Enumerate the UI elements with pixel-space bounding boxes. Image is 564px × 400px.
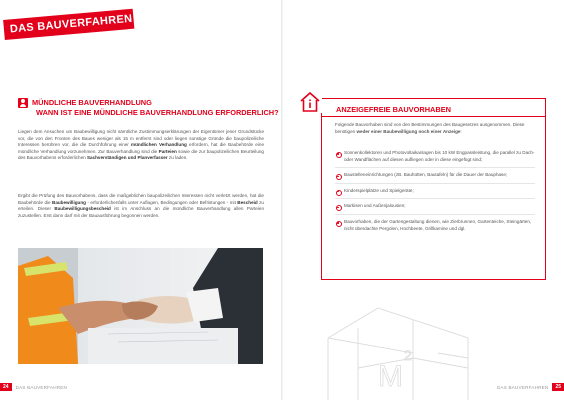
info-box-divider (321, 116, 546, 117)
page-number-left: 24 (0, 383, 12, 391)
house-info-icon (298, 91, 322, 113)
paragraph-bescheid: Ergibt die Prüfung des Bauvorhabens, dass die maßgeblichen baupolizeilichen Interessen nicht verletzt werden, hat die Baubehörde die Baubewilligung - erforderlichenfalls unter Auflagen, Bedingungen oder Befristungen - mit Bescheid zu erteilen. Dieser Baubewilligungsbescheid ist im Anschluss an die mündliche Bauverhandlung allen Parteien zuzustellen. Erst dann darf mit der Bauausführung begonnen werden. (18, 193, 264, 218)
page-number-right: 25 (552, 383, 564, 391)
floor-plan-illustration (318, 298, 478, 400)
footer-label-right: DAS BAUVERFAHREN (496, 384, 549, 390)
list-item: Baustelleneinrichtungen (zB. Bauhütten, Bautafeln) für die Dauer der Bauphase; (335, 172, 535, 184)
plan-label: M (378, 360, 403, 393)
footer-left (0, 383, 67, 391)
heading-title: MÜNDLICHE BAUVERHANDLUNG (32, 98, 152, 107)
footer-right (497, 383, 564, 391)
heading-subtitle: WANN IST EINE MÜNDLICHE BAUVERHANDLUNG ERFORDERLICH? (36, 108, 279, 117)
list-item: Bauvorhaben, die der Gartengestaltung dienen, wie Zierbrunnen, Gartenteiche, Steingärten, nicht überdachte Pergolen, Hochbeete, Grillkamine und dgl. (335, 219, 535, 236)
plan-exponent: 2 (404, 347, 412, 363)
paragraph-verhandlung: Liegen dem Ansuchen um Baubewilligung nicht sämtliche Zustimmungserklärungen der Eigentümer jener Grundstücke vor, die von den Fronten des Baues weniger als 15 m entfernt sind oder liegen sonstige Gründe die baupolizeiliche Interessen berühren vor, die die Durchführung einer mündlichen Verhandlung erfordern, hat die Baubehörde eine mündliche Verhandlung vorzunehmen. Zur Bauverhandlung sind die Parteien sowie die zur baupolizeilichen Beurteilung des Bauvorhabens erforderlichen Sachverständigen und Planverfasser zu laden. (18, 129, 264, 161)
person-icon (18, 98, 28, 108)
exempt-projects-list (335, 150, 535, 240)
handshake-photo (18, 248, 263, 364)
info-intro: Folgende Bauvorhaben sind von den Bestimmungen des Baugesetzes ausgenommen. Diese benötigen weder einer Baubewilligung noch einer Anzeige: (335, 122, 525, 134)
footer-label-left: DAS BAUVERFAHREN (15, 384, 68, 390)
page-gutter (281, 0, 283, 400)
section-title-banner: DAS BAUVERFAHREN (3, 9, 134, 40)
list-item: Markisen und Außenjalousien; (335, 203, 535, 215)
info-box-title: ANZEIGEFREIE BAUVORHABEN (336, 105, 451, 114)
list-item: Kinderspielplätze und Spielgeräte; (335, 188, 535, 200)
list-item: Sonnenkollektoren und Photovoltaikanlagen bis 10 kW Engpassleistung, die parallel zu Dach- oder Wandflächen auf diesen aufliegen oder in diese eingefügt sind; (335, 150, 535, 168)
